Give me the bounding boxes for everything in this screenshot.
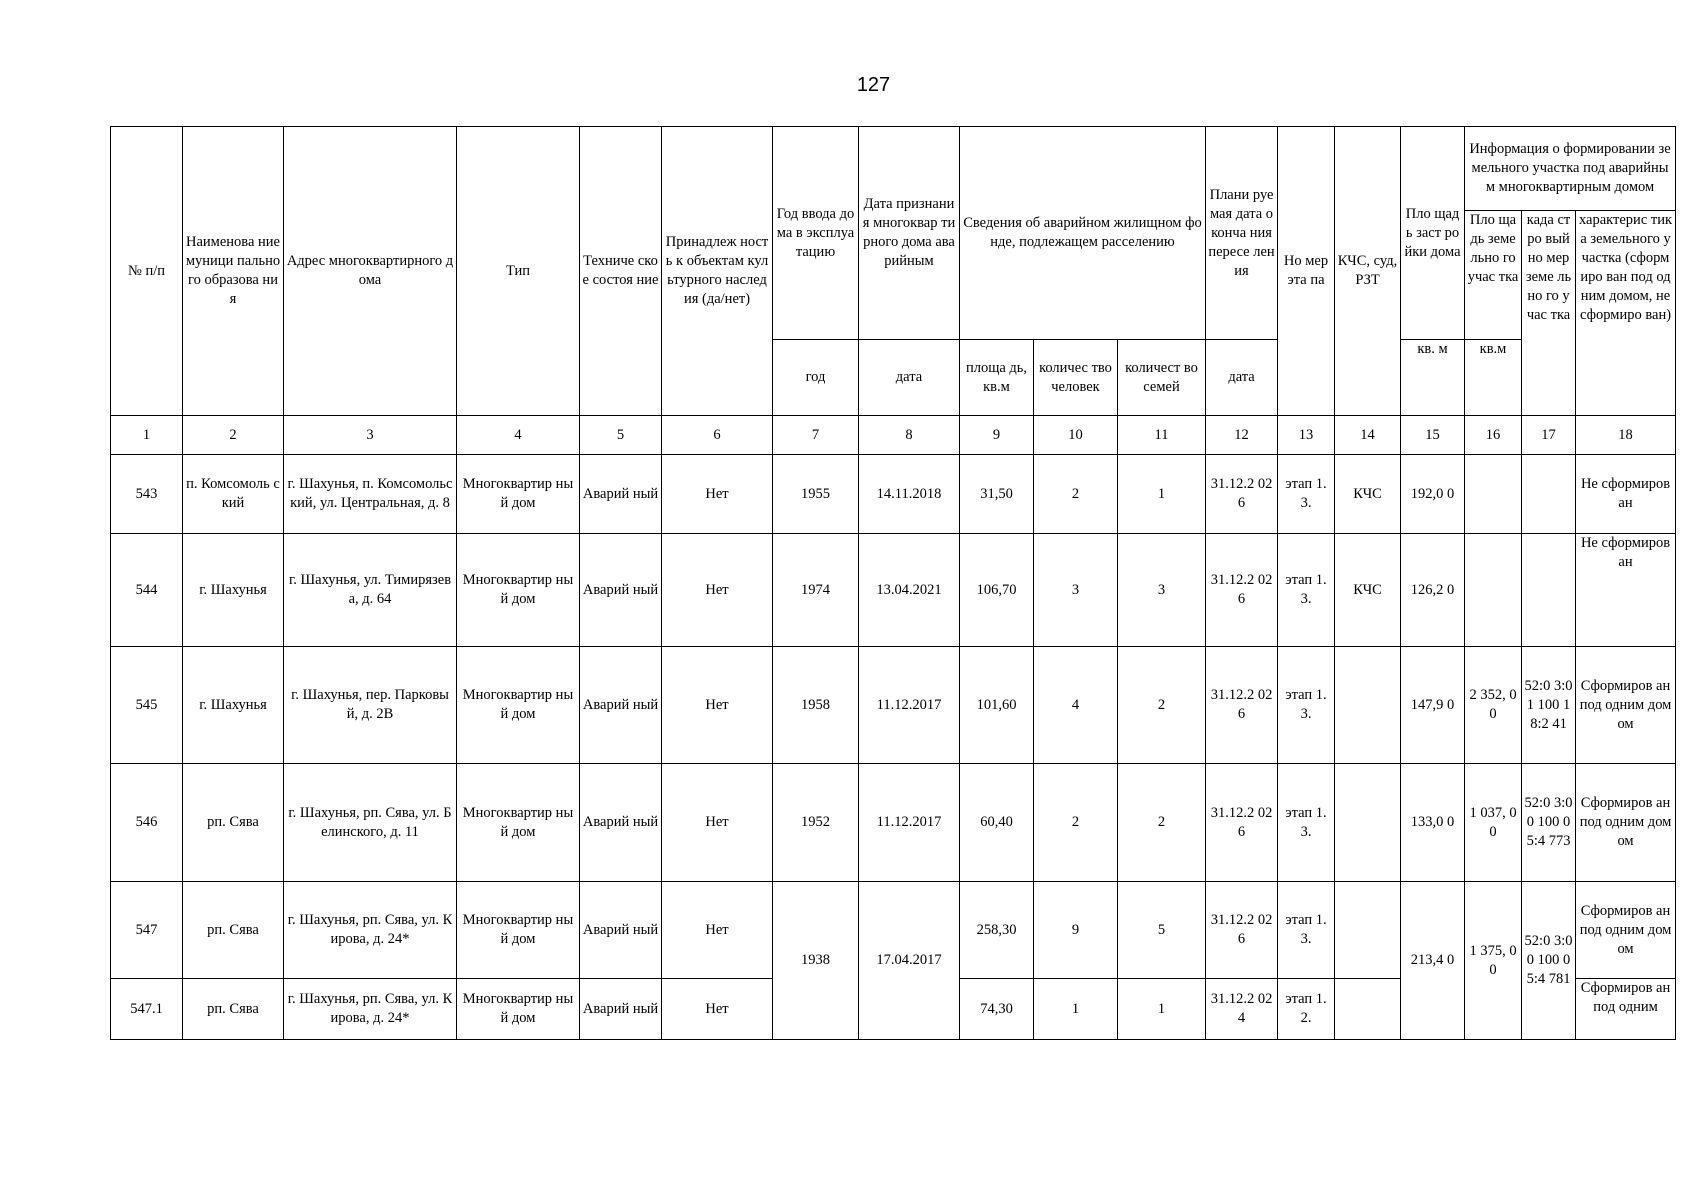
cell-heritage: Нет <box>662 455 773 534</box>
cell-heritage: Нет <box>662 764 773 882</box>
cell-area: 31,50 <box>960 455 1034 534</box>
table-row <box>111 455 1676 534</box>
cell-built-area: 147,9 0 <box>1401 647 1465 764</box>
cell-stage: этап 1.2. <box>1278 979 1335 1040</box>
cell-people: 9 <box>1034 882 1118 979</box>
cell-kchs: КЧС <box>1335 455 1401 534</box>
cell-heritage: Нет <box>662 534 773 647</box>
cell-date: 11.12.2017 <box>859 647 960 764</box>
cell-stage: этап 1.3. <box>1278 455 1335 534</box>
table-row <box>111 764 1676 882</box>
cell-municipality: рп. Сява <box>183 882 284 979</box>
header-plot-status: характерис тика земельного участка (сформиро ван под одним домом, не сформиро ван) <box>1576 211 1676 416</box>
subheader-built-area-unit: кв. м <box>1401 340 1465 416</box>
emergency-housing-table <box>110 126 1676 1040</box>
cell-built-area: 133,0 0 <box>1401 764 1465 882</box>
cell-year: 1958 <box>773 647 859 764</box>
cell-stage: этап 1.3. <box>1278 647 1335 764</box>
cell-people: 3 <box>1034 534 1118 647</box>
cell-cadastral: 52:0 3:00 100 05:4 781 <box>1522 882 1576 1040</box>
cell-stage: этап 1.3. <box>1278 764 1335 882</box>
column-number: 9 <box>960 416 1034 455</box>
cell-number: 546 <box>111 764 183 882</box>
cell-state: Аварий ный <box>580 647 662 764</box>
cell-planned-date: 31.12.2 026 <box>1206 882 1278 979</box>
column-number: 1 <box>111 416 183 455</box>
cell-people: 2 <box>1034 764 1118 882</box>
cell-date: 11.12.2017 <box>859 764 960 882</box>
cell-address: г. Шахунья, рп. Сява, ул. Кирова, д. 24* <box>284 882 457 979</box>
column-number: 11 <box>1118 416 1206 455</box>
cell-kchs <box>1335 979 1401 1040</box>
cell-year: 1974 <box>773 534 859 647</box>
column-number: 13 <box>1278 416 1335 455</box>
header-plot-area: Пло щадь земе льно го учас тка <box>1465 211 1522 340</box>
header-planned-date: Плани руемая дата оконча ния пересе ления <box>1206 127 1278 340</box>
header-technical-state: Техниче ское состоя ние <box>580 127 662 416</box>
cell-area: 74,30 <box>960 979 1034 1040</box>
header-cadastral-number: када стро вый но мер земе льно го учас тка <box>1522 211 1576 416</box>
cell-built-area: 192,0 0 <box>1401 455 1465 534</box>
cell-state: Аварий ный <box>580 455 662 534</box>
cell-municipality: п. Комсомоль ский <box>183 455 284 534</box>
header-housing-info-group: Сведения об аварийном жилищном фонде, подлежащем расселению <box>960 127 1206 340</box>
cell-planned-date: 31.12.2 026 <box>1206 647 1278 764</box>
column-number: 8 <box>859 416 960 455</box>
column-number: 16 <box>1465 416 1522 455</box>
header-recognition-date: Дата признания многоквар тирного дома аварийным <box>859 127 960 340</box>
cell-state: Аварий ный <box>580 882 662 979</box>
cell-plot-status: Не сформиров ан <box>1576 534 1676 647</box>
cell-heritage: Нет <box>662 979 773 1040</box>
header-type: Тип <box>457 127 580 416</box>
cell-cadastral: 52:0 3:01 100 18:2 41 <box>1522 647 1576 764</box>
cell-number: 545 <box>111 647 183 764</box>
cell-families: 2 <box>1118 647 1206 764</box>
cell-number: 543 <box>111 455 183 534</box>
cell-plot-area: 1 375, 00 <box>1465 882 1522 1040</box>
column-number: 18 <box>1576 416 1676 455</box>
column-number: 14 <box>1335 416 1401 455</box>
cell-cadastral <box>1522 455 1576 534</box>
cell-number: 544 <box>111 534 183 647</box>
cell-planned-date: 31.12.2 026 <box>1206 455 1278 534</box>
cell-kchs: КЧС <box>1335 534 1401 647</box>
cell-address: г. Шахунья, ул. Тимирязева, д. 64 <box>284 534 457 647</box>
cell-number: 547 <box>111 882 183 979</box>
page-number: 127 <box>856 74 891 96</box>
cell-area: 101,60 <box>960 647 1034 764</box>
cell-built-area: 126,2 0 <box>1401 534 1465 647</box>
cell-type: Многоквартир ный дом <box>457 534 580 647</box>
cell-address: г. Шахунья, рп. Сява, ул. Белинского, д. 11 <box>284 764 457 882</box>
cell-families: 1 <box>1118 455 1206 534</box>
cell-kchs <box>1335 882 1401 979</box>
subheader-people: количес тво человек <box>1034 340 1118 416</box>
cell-municipality: г. Шахунья <box>183 534 284 647</box>
cell-heritage: Нет <box>662 647 773 764</box>
column-number: 15 <box>1401 416 1465 455</box>
cell-cadastral: 52:0 3:00 100 05:4 773 <box>1522 764 1576 882</box>
header-kchs: КЧС, суд, РЗТ <box>1335 127 1401 416</box>
column-number: 3 <box>284 416 457 455</box>
cell-type: Многоквартир ный дом <box>457 764 580 882</box>
subheader-date: дата <box>859 340 960 416</box>
header-built-area: Пло щадь заст ройки дома <box>1401 127 1465 340</box>
column-number: 5 <box>580 416 662 455</box>
column-number: 6 <box>662 416 773 455</box>
cell-heritage: Нет <box>662 882 773 979</box>
subheader-area: площа дь, кв.м <box>960 340 1034 416</box>
header-stage-number: Но мер эта па <box>1278 127 1335 416</box>
cell-type: Многоквартир ный дом <box>457 647 580 764</box>
cell-stage: этап 1.3. <box>1278 882 1335 979</box>
header-row-number: № п/п <box>111 127 183 416</box>
cell-area: 106,70 <box>960 534 1034 647</box>
cell-municipality: рп. Сява <box>183 979 284 1040</box>
cell-date: 17.04.2017 <box>859 882 960 1040</box>
cell-built-area: 213,4 0 <box>1401 882 1465 1040</box>
cell-plot-area: 2 352, 00 <box>1465 647 1522 764</box>
subheader-year: год <box>773 340 859 416</box>
subheader-planned-date: дата <box>1206 340 1278 416</box>
column-number: 12 <box>1206 416 1278 455</box>
cell-families: 5 <box>1118 882 1206 979</box>
cell-municipality: рп. Сява <box>183 764 284 882</box>
column-number: 2 <box>183 416 284 455</box>
cell-type: Многоквартир ный дом <box>457 882 580 979</box>
cell-year: 1952 <box>773 764 859 882</box>
cell-people: 1 <box>1034 979 1118 1040</box>
table-row <box>111 534 1676 647</box>
cell-municipality: г. Шахунья <box>183 647 284 764</box>
cell-plot-status: Сформиров ан под одним домом <box>1576 647 1676 764</box>
cell-plot-status: Сформиров ан под одним домом <box>1576 764 1676 882</box>
cell-plot-area: 1 037, 00 <box>1465 764 1522 882</box>
cell-plot-area <box>1465 455 1522 534</box>
subheader-plot-area-unit: кв.м <box>1465 340 1522 416</box>
cell-year: 1955 <box>773 455 859 534</box>
cell-area: 258,30 <box>960 882 1034 979</box>
header-municipality: Наименова ние муници пального образова ния <box>183 127 284 416</box>
cell-date: 13.04.2021 <box>859 534 960 647</box>
cell-cadastral <box>1522 534 1576 647</box>
cell-families: 2 <box>1118 764 1206 882</box>
column-number: 10 <box>1034 416 1118 455</box>
column-numbers-row <box>111 416 1676 455</box>
subheader-families: количест во семей <box>1118 340 1206 416</box>
cell-area: 60,40 <box>960 764 1034 882</box>
table-row <box>111 647 1676 764</box>
cell-people: 2 <box>1034 455 1118 534</box>
cell-type: Многоквартир ный дом <box>457 455 580 534</box>
cell-kchs <box>1335 764 1401 882</box>
cell-plot-status: Не сформиров ан <box>1576 455 1676 534</box>
column-number: 17 <box>1522 416 1576 455</box>
cell-planned-date: 31.12.2 024 <box>1206 979 1278 1040</box>
cell-number: 547.1 <box>111 979 183 1040</box>
cell-families: 3 <box>1118 534 1206 647</box>
header-address: Адрес многоквартирного дома <box>284 127 457 416</box>
cell-state: Аварий ный <box>580 764 662 882</box>
cell-plot-status: Сформиров ан под одним домом <box>1576 882 1676 979</box>
cell-date: 14.11.2018 <box>859 455 960 534</box>
cell-stage: этап 1.3. <box>1278 534 1335 647</box>
cell-year: 1938 <box>773 882 859 1040</box>
cell-planned-date: 31.12.2 026 <box>1206 764 1278 882</box>
cell-address: г. Шахунья, рп. Сява, ул. Кирова, д. 24* <box>284 979 457 1040</box>
cell-address: г. Шахунья, пер. Парковый, д. 2В <box>284 647 457 764</box>
header-land-plot-group: Информация о формировании земельного участка под аварийным многоквартирным домом <box>1465 127 1676 211</box>
table-row <box>111 882 1676 979</box>
cell-plot-status: Сформиров ан под одним <box>1576 979 1676 1040</box>
cell-people: 4 <box>1034 647 1118 764</box>
column-number: 7 <box>773 416 859 455</box>
cell-state: Аварий ный <box>580 534 662 647</box>
cell-type: Многоквартир ный дом <box>457 979 580 1040</box>
cell-families: 1 <box>1118 979 1206 1040</box>
cell-planned-date: 31.12.2 026 <box>1206 534 1278 647</box>
cell-address: г. Шахунья, п. Комсомольский, ул. Центральная, д. 8 <box>284 455 457 534</box>
cell-kchs <box>1335 647 1401 764</box>
header-commission-year: Год ввода дома в эксплуа тацию <box>773 127 859 340</box>
header-heritage: Принадлеж ность к объектам культурного наследия (да/нет) <box>662 127 773 416</box>
column-number: 4 <box>457 416 580 455</box>
cell-state: Аварий ный <box>580 979 662 1040</box>
cell-plot-area <box>1465 534 1522 647</box>
